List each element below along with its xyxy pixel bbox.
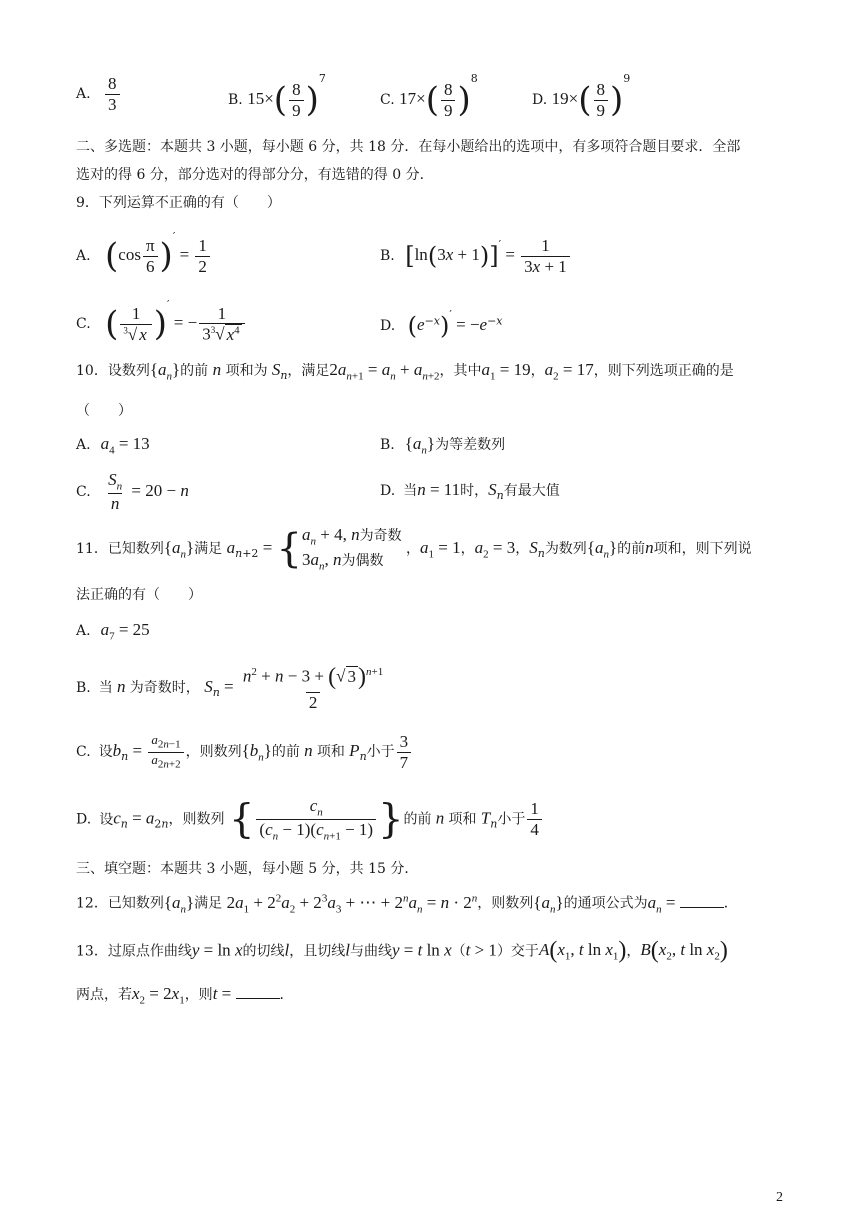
q9-option-b: B. [ln(3x + 1)]′ = $\frac{1}{3x + 1}$	[380, 236, 572, 276]
q11-stem-line2: 法正确的有（ ）	[76, 587, 202, 603]
q13-answer-blank	[236, 998, 280, 999]
q11-option-b: B. 当 n 为奇数时， $S_n$ = $\frac{n^2 + n - 3 + (√ 3)^{n+1}}{2}$	[76, 664, 384, 712]
section2-heading-line2: 选对的得 6 分，部分选对的得部分分，有选错的得 0 分．	[76, 167, 434, 183]
q9-stem: 9．下列运算不正确的有（ ）	[76, 195, 281, 211]
q8-option-a: A. $\frac{8}{3}$	[76, 74, 122, 114]
q10-paren: （ ）	[76, 403, 132, 419]
q9-option-a: A. (cos $\frac{\pi}{6}$ )′ = $\frac{1}{2}$	[76, 230, 212, 276]
q11-option-a: A. $a_7 = 25$	[76, 620, 150, 643]
q12-answer-blank	[680, 907, 724, 908]
q11-stem-line1: 11．已知数列$\{a_n\}$满足 $a_{n+2}$ = { $a_n + 4$, n为奇数 $3a_n$, n为偶数 ，$a_1 = 1$，$a_2 = 3$，$S_n$为数列$\{a_n\}$的前n项和，则下列说	[76, 525, 752, 573]
q13-stem-line1: 13．过原点作曲线y = ln x的切线l，且切线l与曲线y = t ln x（t > 1）交于$A(x_1$, t $\ln x_1$)，$B(x_2$, t $\ln x_2$)	[76, 938, 728, 964]
page-number: 2	[776, 1190, 783, 1205]
q9-option-c: C. ( $\frac{1}{^3√ x}$ )′ = − $\frac{1}{3^3√ x^4}$	[76, 298, 247, 344]
q8-option-b: B. 15×( $\frac{8}{9}$ )$^7$	[228, 72, 326, 120]
q11-option-c: C. 设$b_n$ = $\frac{a_{2n-1}}{a_{2n+2}}$ ，则数列$\{b_n\}$的前 n 项和 $P_n$小于 $\frac{3}{7}$	[76, 732, 413, 772]
q10-option-d: D. 当n = 11时，$S_n$有最大值	[380, 480, 560, 502]
q12-stem: 12．已知数列$\{a_n\}$满足 $2a_1 + 2^2a_2 + 2^3a_3$ + ⋯ + $2^na_n = n \cdot 2^n$，则数列$\{a_n\}$的通项公式为$a_n$ = ．	[76, 892, 738, 916]
q10-option-a: A. $a_4 = 13$	[76, 434, 150, 457]
q9-option-d: D. $(e^{-x})' = -e^{-x}$	[380, 308, 503, 340]
q10-option-b: B. $\{a_n\}$为等差数列	[380, 434, 506, 457]
q8-option-c: C. 17×( $\frac{8}{9}$ )$^8$	[380, 72, 478, 120]
section2-heading-line1: 二、多选题：本题共 3 小题，每小题 6 分，共 18 分．在每小题给出的选项中，有多项符合题目要求．全部	[76, 139, 741, 155]
q13-stem-line2: 两点，若$x_2 = 2x_1$，则t = ．	[76, 984, 294, 1007]
q10-option-c: C. $\frac{S_n}{n}$ = 20 − n	[76, 470, 189, 514]
section3-heading: 三、填空题：本题共 3 小题，每小题 5 分，共 15 分．	[76, 861, 419, 877]
q11-option-d: D. 设$c_n = a_{2n}$，则数列 { $\frac{c_n}{(c_n - 1)(c_{n+1} - 1)}$ }的前 n 项和 $T_n$小于 $\frac{1}{4}$	[76, 796, 544, 843]
q10-stem-line1: 10．设数列$\{a_n\}$的前 n 项和为 $S_n$，满足$2a_{n+1} = a_n + a_{n+2}$，其中$a_1 = 19$，$a_2 = 17$，则下列选项正确的是	[76, 360, 734, 383]
q8-option-d: D. 19×( $\frac{8}{9}$ )$^9$	[532, 72, 631, 120]
